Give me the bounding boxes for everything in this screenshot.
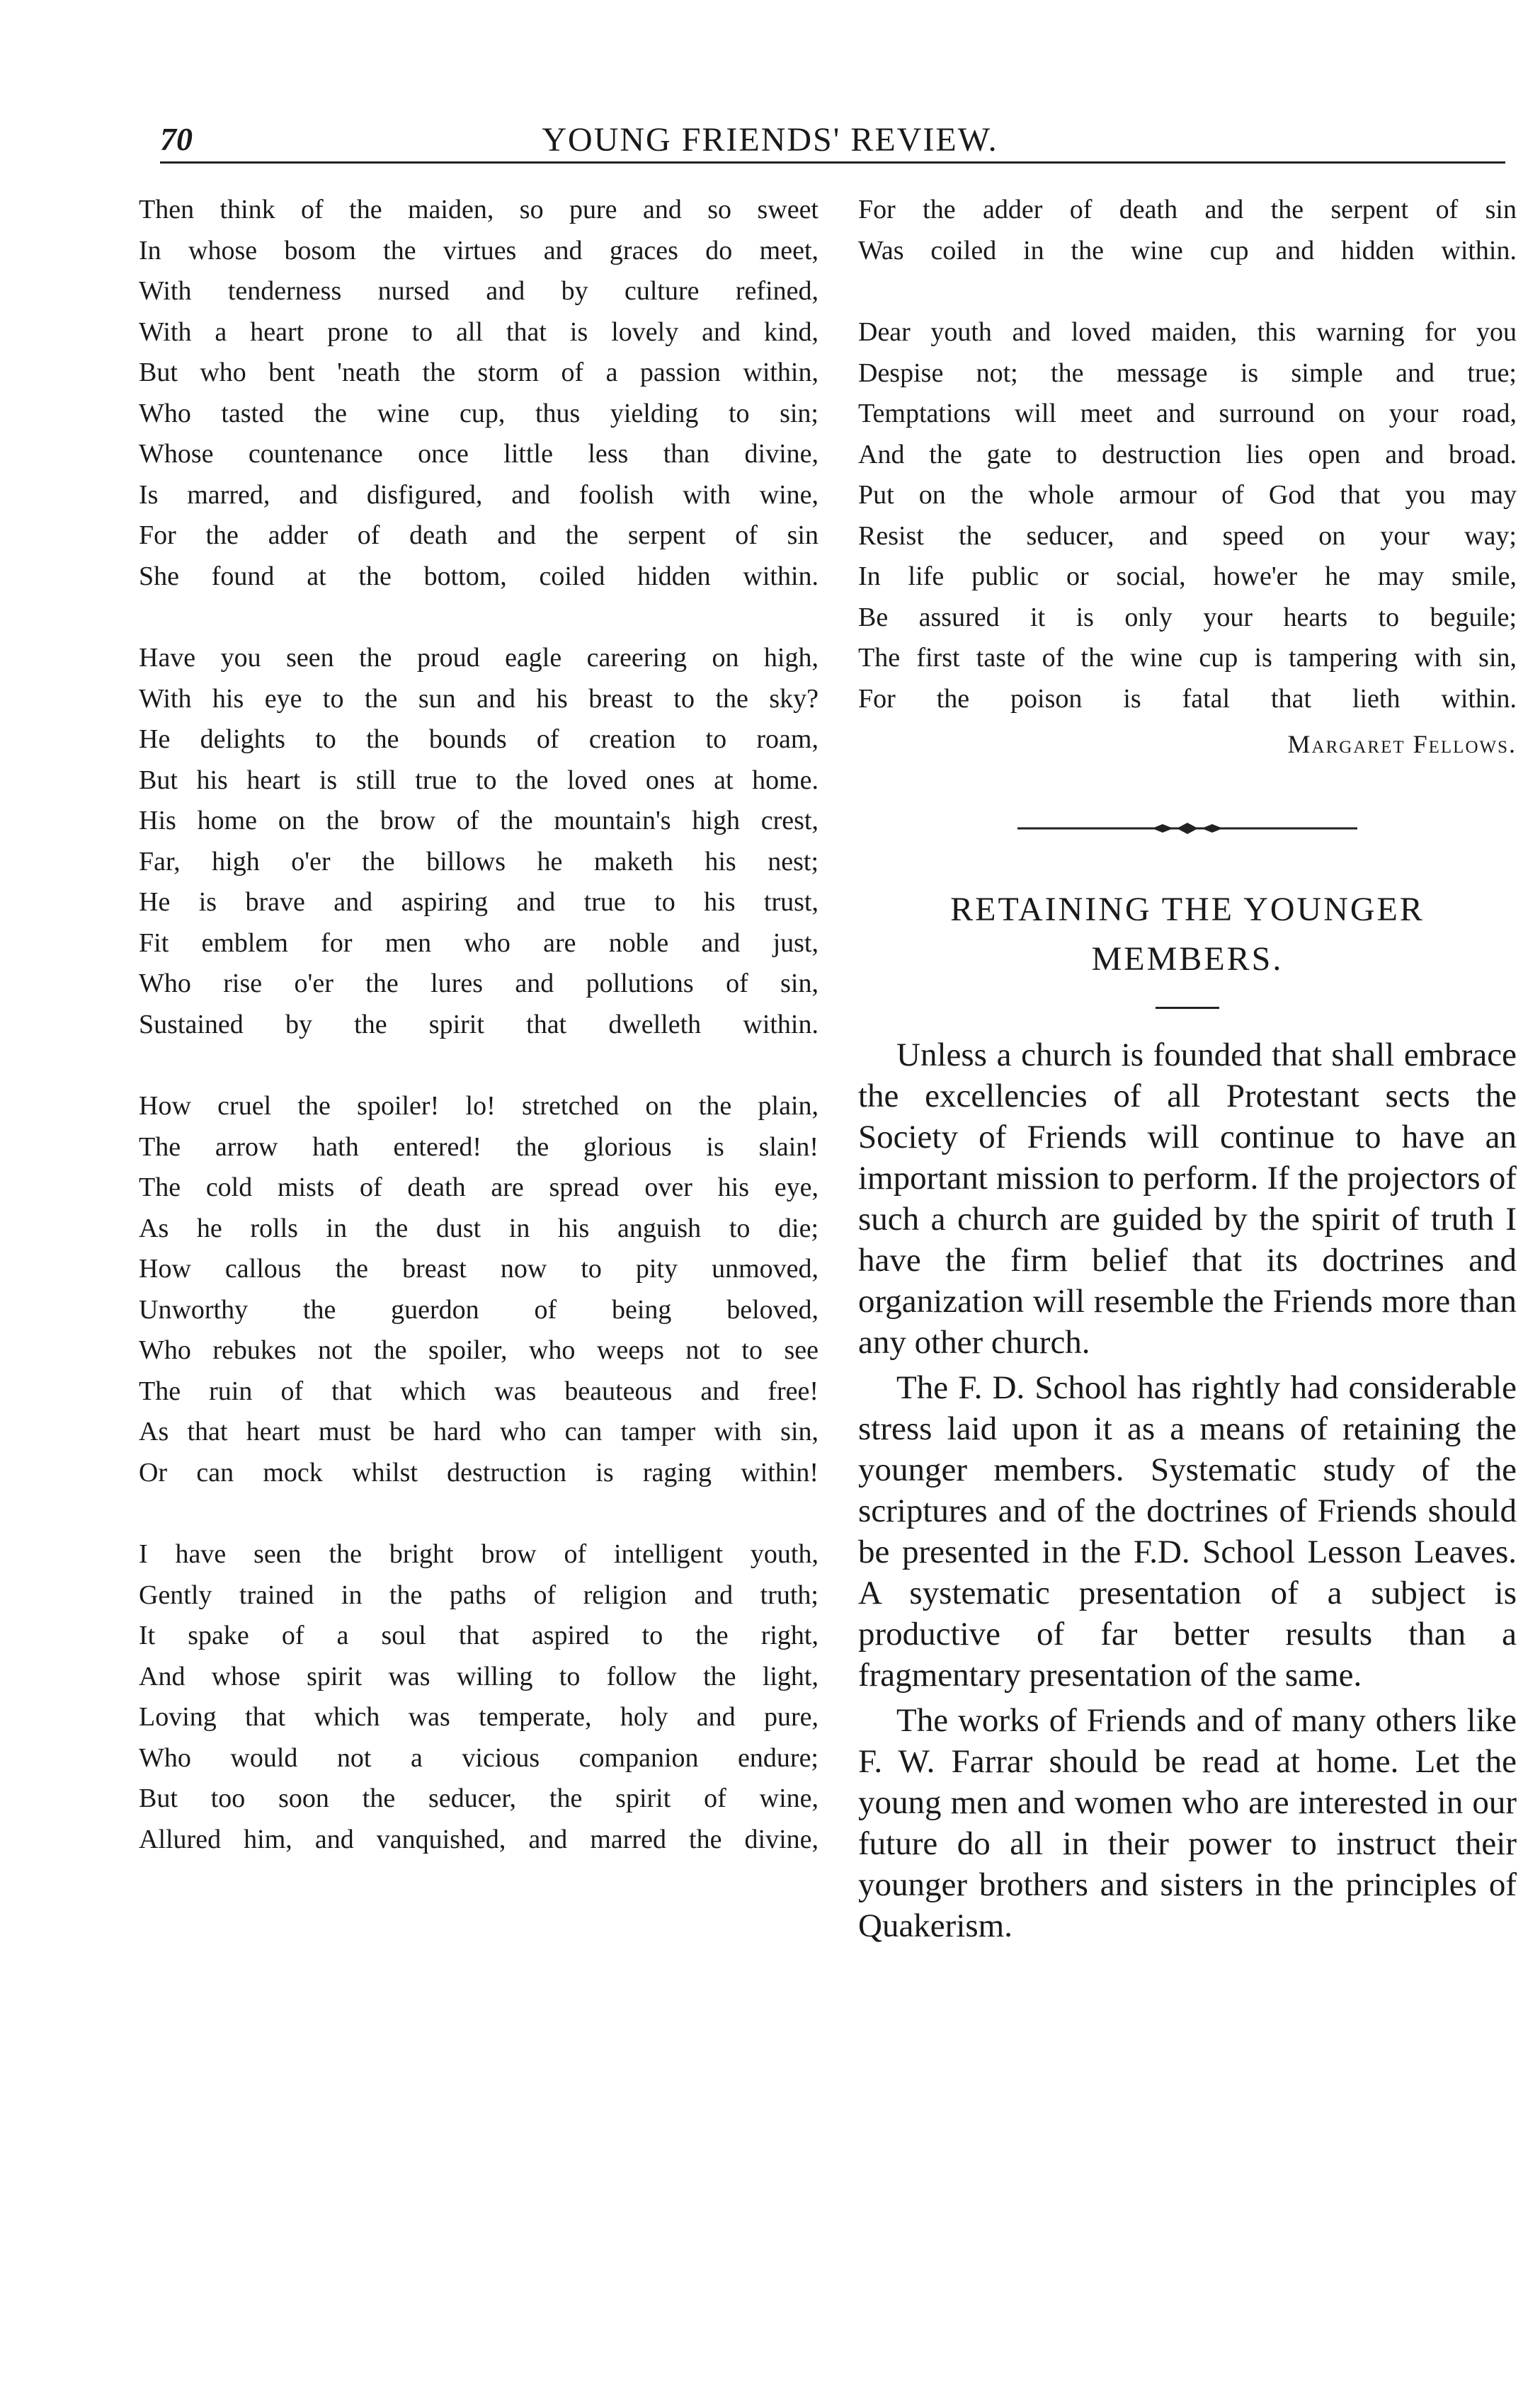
poem-line: I have seen the bright brow of intelligent youth, — [139, 1539, 819, 1569]
section-divider-ornament — [1017, 821, 1357, 835]
poem-line: The arrow hath entered! the glorious is slain! — [139, 1131, 819, 1162]
poem-line: His home on the brow of the mountain's high crest, — [139, 806, 819, 835]
poem-line: Sustained by the spirit that dwelleth within. — [139, 1009, 819, 1039]
page-number: 70 — [160, 121, 193, 157]
article-paragraph: The F. D. School has rightly had considerable stress laid upon it as a means of retaining the younger members. Systematic study of the scriptures and of the doctrines of Friends should be presented in the F.D. School Lesson Leaves. A systematic presentation of a subject is productive of far better results than a fragmentary presentation of the same. — [858, 1369, 1517, 1694]
poem-line: He delights to the bounds of creation to roam, — [139, 724, 819, 754]
poem-line: Who rebukes not the spoiler, who weeps not to see — [139, 1335, 819, 1365]
poem-line: He is brave and aspiring and true to his trust, — [139, 887, 819, 917]
poem-line: She found at the bottom, coiled hidden within. — [139, 561, 819, 591]
right-column — [858, 190, 1517, 1951]
poem-line: With a heart prone to all that is lovely and kind, — [139, 316, 819, 347]
poem-line: Far, high o'er the billows he maketh his nest; — [139, 846, 819, 877]
poem-line: Allured him, and vanquished, and marred the divine, — [139, 1824, 819, 1854]
poem-line: As he rolls in the dust in his anguish to die; — [139, 1213, 819, 1243]
poem-conclusion — [858, 190, 1517, 719]
poem-line: The first taste of the wine cup is tampering with sin, — [858, 643, 1517, 673]
poem-line: Be assured it is only your hearts to beguile; — [858, 602, 1517, 632]
poem-line: With his eye to the sun and his breast to the sky? — [139, 683, 819, 714]
poem-line: Is marred, and disfigured, and foolish with wine, — [139, 479, 819, 510]
article-title-line-2: MEMBERS. — [1091, 940, 1284, 978]
poem-line: Put on the whole armour of God that you may — [858, 480, 1517, 510]
poem-line: As that heart must be hard who can tamper with sin, — [139, 1417, 819, 1446]
header-rule — [160, 161, 1505, 164]
poem-line: Despise not; the message is simple and true; — [858, 358, 1517, 388]
poem-line: And whose spirit was willing to follow the light, — [139, 1661, 819, 1691]
poem-line: Who tasted the wine cup, thus yielding to sin; — [139, 398, 819, 428]
poem-line: And the gate to destruction lies open and broad. — [858, 439, 1517, 469]
poem-line: Have you seen the proud eagle careering on high, — [139, 643, 819, 673]
poem-line: In whose bosom the virtues and graces do meet, — [139, 235, 819, 266]
poem-line: Loving that which was temperate, holy and pure, — [139, 1702, 819, 1732]
poem-line: Gently trained in the paths of religion and truth; — [139, 1580, 819, 1610]
poem-stanza — [139, 1534, 819, 1860]
poem-line: In life public or social, howe'er he may smile, — [858, 561, 1517, 591]
poem-line: It spake of a soul that aspired to the right, — [139, 1621, 819, 1650]
poem-line: Or can mock whilst destruction is raging within! — [139, 1457, 819, 1488]
poem-stanza — [858, 312, 1517, 719]
poem-line: Who rise o'er the lures and pollutions of sin, — [139, 969, 819, 998]
poem-line: Dear youth and loved maiden, this warning for you — [858, 317, 1517, 347]
article-title — [858, 885, 1517, 984]
left-column — [139, 190, 819, 1901]
running-title: YOUNG FRIENDS' REVIEW. — [542, 121, 998, 159]
poem-line: Whose countenance once little less than divine, — [139, 439, 819, 469]
poem-line: The ruin of that which was beauteous and free! — [139, 1376, 819, 1406]
poem-line: For the adder of death and the serpent of sin — [858, 195, 1517, 224]
poem-line: Unworthy the guerdon of being beloved, — [139, 1294, 819, 1325]
poem-line: But his heart is still true to the loved ones at home. — [139, 765, 819, 795]
poem-line: How callous the breast now to pity unmoved, — [139, 1254, 819, 1284]
article-body — [858, 1034, 1517, 1946]
poem-signature: Margaret Fellows. — [1287, 730, 1517, 758]
poem-stanza — [858, 190, 1517, 271]
poem-line: Temptations will meet and surround on your road, — [858, 399, 1517, 428]
article-title-line-1: RETAINING THE YOUNGER — [950, 891, 1425, 928]
poem-line: For the poison is fatal that lieth within. — [858, 683, 1517, 714]
poem-line: But who bent 'neath the storm of a passion within, — [139, 358, 819, 387]
article-paragraph: The works of Friends and of many others like F. W. Farrar should be read at home. Let the young men and women who are interested in our future do all in their power to instruct their younger brothers and sisters in the principles of Quakerism. — [858, 1702, 1517, 1944]
poem-line: Resist the seducer, and speed on your way; — [858, 520, 1517, 551]
poem-line: Fit emblem for men who are noble and just, — [139, 927, 819, 958]
poem-line: Was coiled in the wine cup and hidden within. — [858, 235, 1517, 266]
poem-stanza — [139, 190, 819, 597]
poem-line: For the adder of death and the serpent of sin — [139, 520, 819, 550]
poem-stanza — [139, 1086, 819, 1493]
title-underline — [1156, 1007, 1219, 1009]
poem-line: With tenderness nursed and by culture refined, — [139, 276, 819, 306]
poem-line: How cruel the spoiler! lo! stretched on the plain, — [139, 1091, 819, 1121]
poem-line: The cold mists of death are spread over his eye, — [139, 1172, 819, 1202]
poem-stanza — [139, 638, 819, 1045]
poem-line: Who would not a vicious companion endure; — [139, 1742, 819, 1773]
article-paragraph: Unless a church is founded that shall embrace the excellencies of all Protestant sects the Society of Friends will continue to have an important mission to perform. If the projectors of such a church are guided by the spirit of truth I have the firm belief that its doctrines and organization will resemble the Friends more than any other church. — [858, 1037, 1517, 1361]
poem-line: Then think of the maiden, so pure and so sweet — [139, 195, 819, 224]
poem-line: But too soon the seducer, the spirit of wine, — [139, 1783, 819, 1813]
